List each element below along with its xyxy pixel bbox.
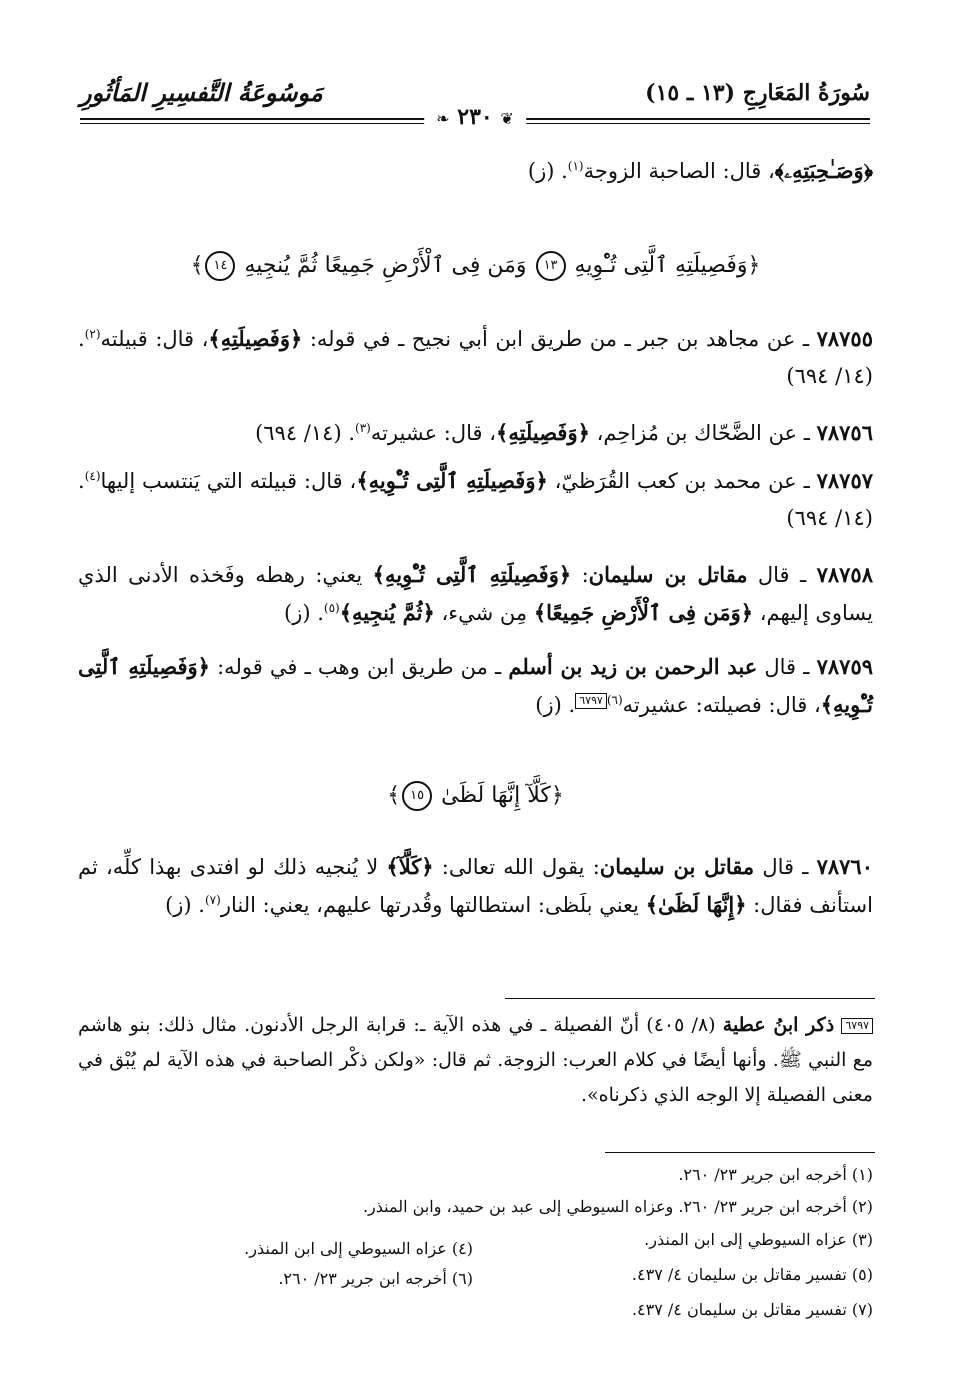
book-title: مَوسُوعَةُ التَّفسِيرِ المَأثُورِ bbox=[80, 78, 323, 107]
entry-78755 bbox=[78, 320, 873, 395]
commentary-ref-box: ٦٧٩٧ bbox=[841, 1018, 873, 1034]
quran-quote: ﴿وَفَصِيلَتِهِ ٱلَّتِى تُـْٔوِيهِ﴾ bbox=[78, 654, 873, 717]
entry-78760 bbox=[78, 848, 873, 924]
footnote-marker: (٢) bbox=[84, 327, 101, 341]
verse-close: ﴾ bbox=[387, 783, 401, 808]
entry-78757 bbox=[78, 462, 873, 537]
entry-text: ـ عن مجاهد بن جبر ـ من طريق ابن أبي نجيح ـ في قوله: bbox=[302, 327, 817, 351]
entry-text: لا يُنجيه ذلك لو افتدى بهذا كلِّه، ثم استأنف فقال: bbox=[78, 855, 873, 917]
entry-78758 bbox=[78, 556, 873, 632]
source-ref: . (١٤/ ٦٩٤) bbox=[78, 469, 873, 530]
narrator-name: عبد الرحمن بن زيد بن أسلم bbox=[508, 654, 758, 679]
footnote-marker: (١) bbox=[567, 159, 584, 173]
entry-number: ٧٨٧٥٦ bbox=[816, 420, 873, 445]
entry-text: ـ عن محمد بن كعب القُرَظيّ، bbox=[547, 469, 817, 493]
entry-text: ، قال: قبيلته bbox=[100, 327, 209, 351]
quran-quote: ﴿وَفَصِيلَتِهِ ٱلَّتِى تُـْٔوِيهِ﴾ bbox=[372, 562, 572, 587]
quran-quote: ﴿وَفَصِيلَتِهِ﴾ bbox=[496, 420, 590, 445]
continued-line bbox=[78, 152, 873, 190]
line-text: ، قال: الصاحبة الزوجة bbox=[583, 159, 775, 183]
quran-quote: ﴿ثُمَّ يُنجِيهِ﴾ bbox=[339, 600, 435, 625]
ayah-number-14: ١٤ bbox=[205, 251, 235, 281]
quran-quote: ﴿وَمَن فِى ٱلْأَرْضِ جَمِيعًا﴾ bbox=[533, 600, 754, 625]
entry-number: ٧٨٧٥٧ bbox=[816, 468, 874, 493]
narrator-name: مقاتل بن سليمان bbox=[588, 562, 748, 587]
entry-text: ، قال: عشيرته bbox=[370, 421, 497, 445]
entry-text: ـ قال bbox=[757, 655, 817, 679]
entry-text: يعني بلَظى: استطالتها وقُدرتها عليهم، يعني: النار bbox=[220, 893, 646, 917]
entry-78756 bbox=[78, 414, 873, 452]
commentary-note bbox=[78, 1008, 873, 1113]
grade: . (ز) bbox=[284, 601, 324, 625]
footnote-marker: (٣) bbox=[355, 421, 371, 435]
footnote-7: (٧) تفسير مقاتل بن سليمان ٤/ ٤٣٧. bbox=[631, 1300, 873, 1319]
entry-number: ٧٨٧٥٨ bbox=[816, 562, 873, 587]
entry-text: ، قال: قبيلته التي يَنتسب إليها bbox=[100, 469, 357, 493]
surah-title bbox=[645, 80, 870, 106]
ayah-number-15: ١٥ bbox=[402, 781, 432, 811]
entry-text: يعني: رهطه وفَخذه الأدنى الذي يساوى إليهم، bbox=[78, 563, 873, 625]
footnote-3: (٣) عزاه السيوطي إلى ابن المنذر. bbox=[644, 1230, 873, 1249]
ornament-icon: ❦ bbox=[500, 109, 514, 128]
entry-text: : bbox=[571, 563, 589, 587]
ayah-number-13: ١٣ bbox=[536, 251, 566, 281]
footnote-1: (١) أخرجه ابن جرير ٢٣/ ٢٦٠. bbox=[678, 1165, 873, 1184]
entry-text: ـ من طريق ابن وهب ـ في قوله: bbox=[209, 655, 509, 679]
commentary-ref-box: ٦٧٩٧ bbox=[575, 693, 607, 709]
entry-text: : يقول الله تعالى: bbox=[433, 855, 600, 879]
verse-text: وَمَن فِى ٱلْأَرْضِ جَمِيعًا ثُمَّ يُنجِيهِ bbox=[244, 253, 527, 278]
footnote-marker: (٥) bbox=[323, 601, 340, 615]
footnote-marker: (٧) bbox=[204, 893, 221, 907]
entry-text: ـ قال bbox=[747, 563, 817, 587]
grade: . (ز) bbox=[527, 159, 568, 183]
narrator-name: مقاتل بن سليمان bbox=[599, 854, 755, 879]
entry-number: ٧٨٧٥٩ bbox=[816, 654, 874, 679]
verse-heading-15 bbox=[78, 778, 873, 814]
verse-close: ﴾ bbox=[190, 253, 204, 278]
quran-quote: ﴿وَفَصِيلَتِهِ ٱلَّتِى تُـْٔوِيهِ﴾ bbox=[356, 468, 548, 493]
grade: . (ز) bbox=[535, 693, 576, 717]
entry-text: ـ عن الضَّحّاك بن مُزاحِم، bbox=[589, 421, 817, 445]
source-ref: . (١٤/ ٦٩٤) bbox=[255, 421, 355, 445]
surah-name: سُورَةُ المَعَارِجِ bbox=[742, 80, 870, 106]
grade: . (ز) bbox=[165, 893, 205, 917]
verse-range: (١٣ ـ ١٥) bbox=[645, 80, 736, 106]
footnote-2: (٢) أخرجه ابن جرير ٢٣/ ٢٦٠. وعزاه السيوطي إلى عبد بن حميد، وابن المنذر. bbox=[362, 1197, 873, 1216]
quran-quote: ﴿كَلَّآ﴾ bbox=[386, 854, 434, 879]
footnote-6: (٦) أخرجه ابن جرير ٢٣/ ٢٦٠. bbox=[278, 1269, 473, 1288]
page-header bbox=[80, 72, 870, 132]
entry-text: ـ قال bbox=[754, 855, 817, 879]
footnote-marker: (٦) bbox=[606, 693, 623, 707]
footnote-4: (٤) عزاه السيوطي إلى ابن المنذر. bbox=[244, 1239, 473, 1258]
verse-text: ﴿كَلَّآ إِنَّهَا لَظَىٰ bbox=[441, 783, 564, 808]
footnote-marker: (٤) bbox=[84, 469, 101, 483]
footnotes-separator bbox=[605, 1152, 875, 1153]
commentary-author: ذكر ابنُ عطية bbox=[722, 1014, 835, 1036]
footnote-5: (٥) تفسير مقاتل بن سليمان ٤/ ٤٣٧. bbox=[631, 1265, 873, 1284]
entry-number: ٧٨٧٥٥ bbox=[816, 326, 873, 351]
commentary-text: (٨/ ٤٠٥) أنّ الفصيلة ـ في هذه الآية ـ: قرابة الرجل الأدنون. مثال ذلك: بنو هاشم مع النبي ﷺ. وأنها أيضًا في كلام العرب: الزوجة. ثم قال: «ولكن ذكْر الصاحبة في هذه الآية لم يُبْق في معنى الفصيلة إلا الوجه الذي ذكرناه». bbox=[78, 1014, 873, 1106]
entry-number: ٧٨٧٦٠ bbox=[816, 854, 873, 879]
page-number bbox=[424, 104, 526, 130]
quran-quote: ﴿إِنَّهَا لَظَىٰ﴾ bbox=[645, 892, 747, 917]
verse-text: ﴿وَفَصِيلَتِهِ ٱلَّتِى تُـْٔوِيهِ bbox=[574, 253, 761, 278]
commentary-separator bbox=[505, 998, 875, 999]
page-number-text: ٢٣٠ bbox=[457, 104, 493, 130]
entry-text: ، قال: فصيلته: عشيرته bbox=[622, 693, 821, 717]
quran-quote: ﴿وَصَـٰحِبَتِهِۦ﴾ bbox=[774, 158, 873, 183]
quran-quote: ﴿وَفَصِيلَتِهِ﴾ bbox=[208, 326, 303, 351]
ornament-icon: ❧ bbox=[436, 109, 450, 128]
entry-78759 bbox=[78, 648, 873, 724]
source-ref: . (١٤/ ٦٩٤) bbox=[78, 327, 873, 388]
entry-text: مِن شيء، bbox=[434, 601, 534, 625]
verse-heading-13-14 bbox=[78, 248, 873, 284]
